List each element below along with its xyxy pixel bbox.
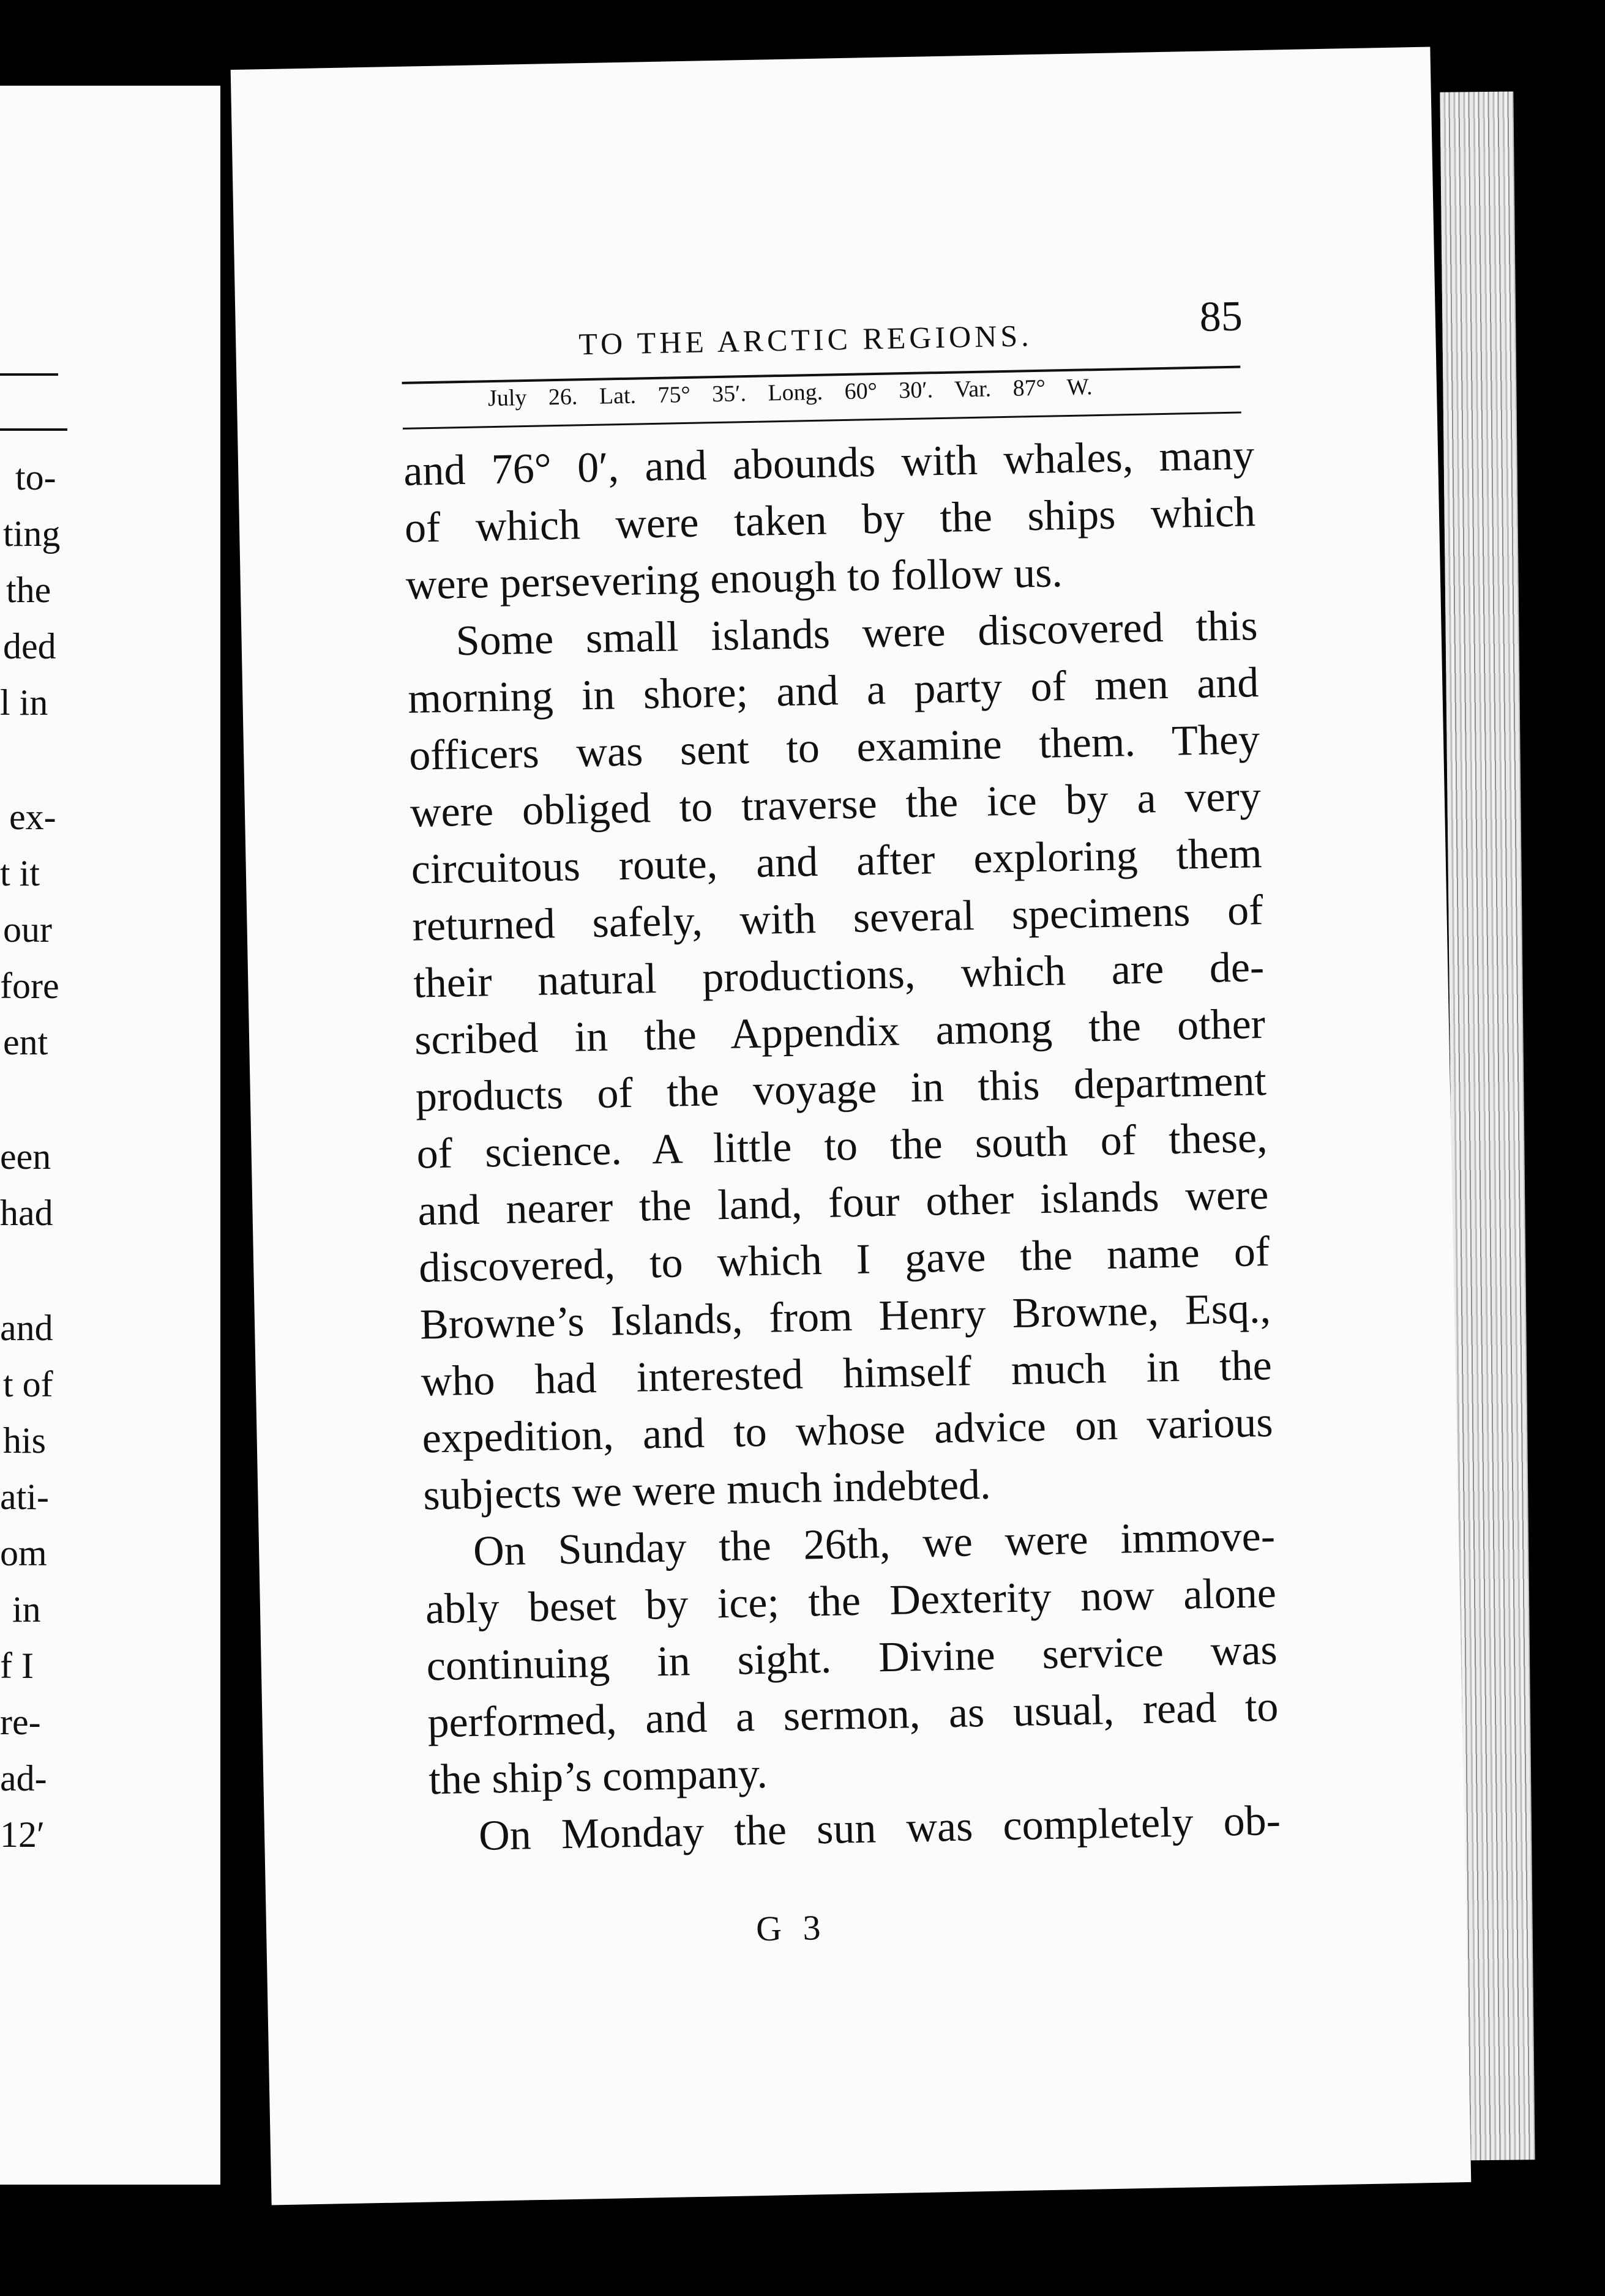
left-fragment: 12′ [0,1814,45,1855]
text-line: were persevering enough to follow us. [405,549,1063,609]
text-line: their natural productions, which are de- [413,943,1265,1007]
text-line: and 76° 0′, and abounds with whales, many [403,431,1255,495]
header-rule-bottom [403,412,1241,430]
nav-variation: Var. 87° W. [954,374,1093,403]
text-line: ably beset by ice; the Dexterity now alone [425,1569,1277,1633]
text-line: morning in shore; and a party of men and [407,659,1259,723]
text-line: who had interested himself much in the [421,1341,1273,1406]
left-fragment: his [3,1420,47,1461]
text-line: discovered, to which I gave the name of [418,1228,1270,1292]
left-fragment: ent [3,1022,48,1062]
left-fragment: t it [0,853,40,893]
text-line: On Monday the sun was completely ob- [478,1797,1281,1860]
text-line: performed, and a sermon, as usual, read to [427,1683,1279,1747]
recto-page [231,47,1472,2205]
page-number: 85 [1199,293,1243,341]
text-line: were obliged to traverse the ice by a very [410,773,1262,837]
left-fragment: to- [15,457,56,498]
text-line: circuitous route, and after exploring them [411,830,1263,893]
left-fragment: fore [0,966,59,1006]
text-line: officers was sent to examine them. They [408,716,1260,780]
text-line: scribed in the Appendix among the other [414,1000,1266,1064]
text-line: the ship’s company. [428,1750,768,1804]
left-fragment: f I [0,1646,34,1686]
left-fragment: and [0,1308,53,1348]
text-line: subjects we were much indebted. [422,1461,992,1519]
nav-date: July 26. [487,384,578,412]
text-line: Browne’s Islands, from Henry Browne, Esq., [419,1284,1271,1349]
text-line: On Sunday the 26th, we were immove- [473,1512,1276,1575]
text-line: Some small islands were discovered this [455,602,1259,665]
left-fragment: ati- [0,1477,49,1517]
text-line: products of the voyage in this department [415,1057,1267,1121]
left-page-rule-top [0,373,58,376]
signature-mark: G 3 [755,1907,828,1949]
left-fragment: in [12,1589,41,1630]
left-fragment: om [0,1533,47,1573]
text-line: continuing in sight. Divine service was [426,1626,1278,1690]
left-fragment: our [3,909,52,950]
nav-latitude: Lat. 75° 35′. [599,381,747,409]
left-fragment: ad- [0,1758,47,1798]
body-text [403,427,1281,1865]
left-fragment: ting [3,513,61,554]
text-line: and nearer the land, four other islands were [417,1171,1270,1235]
left-facing-page [0,86,220,2185]
left-fragment: l in [0,682,48,723]
text-line: of science. A little to the south of these, [416,1114,1268,1178]
text-line: of which were taken by the ships which [404,488,1256,552]
text-line: expedition, and to whose advice on various [421,1398,1274,1463]
running-head: TO THE ARCTIC REGIONS. [578,318,1033,362]
left-fragment: the [6,570,51,610]
left-fragment: een [0,1136,51,1177]
nav-longitude: Long. 60° 30′. [768,377,933,406]
left-fragment: t of [3,1364,53,1404]
left-fragment: re- [0,1702,41,1742]
left-fragment: ex- [9,797,56,837]
left-fragment: had [0,1193,53,1233]
text-line: returned safely, with several specimens of [411,887,1264,950]
left-page-rule-bottom [0,428,67,431]
left-fragment: ded [3,626,56,666]
